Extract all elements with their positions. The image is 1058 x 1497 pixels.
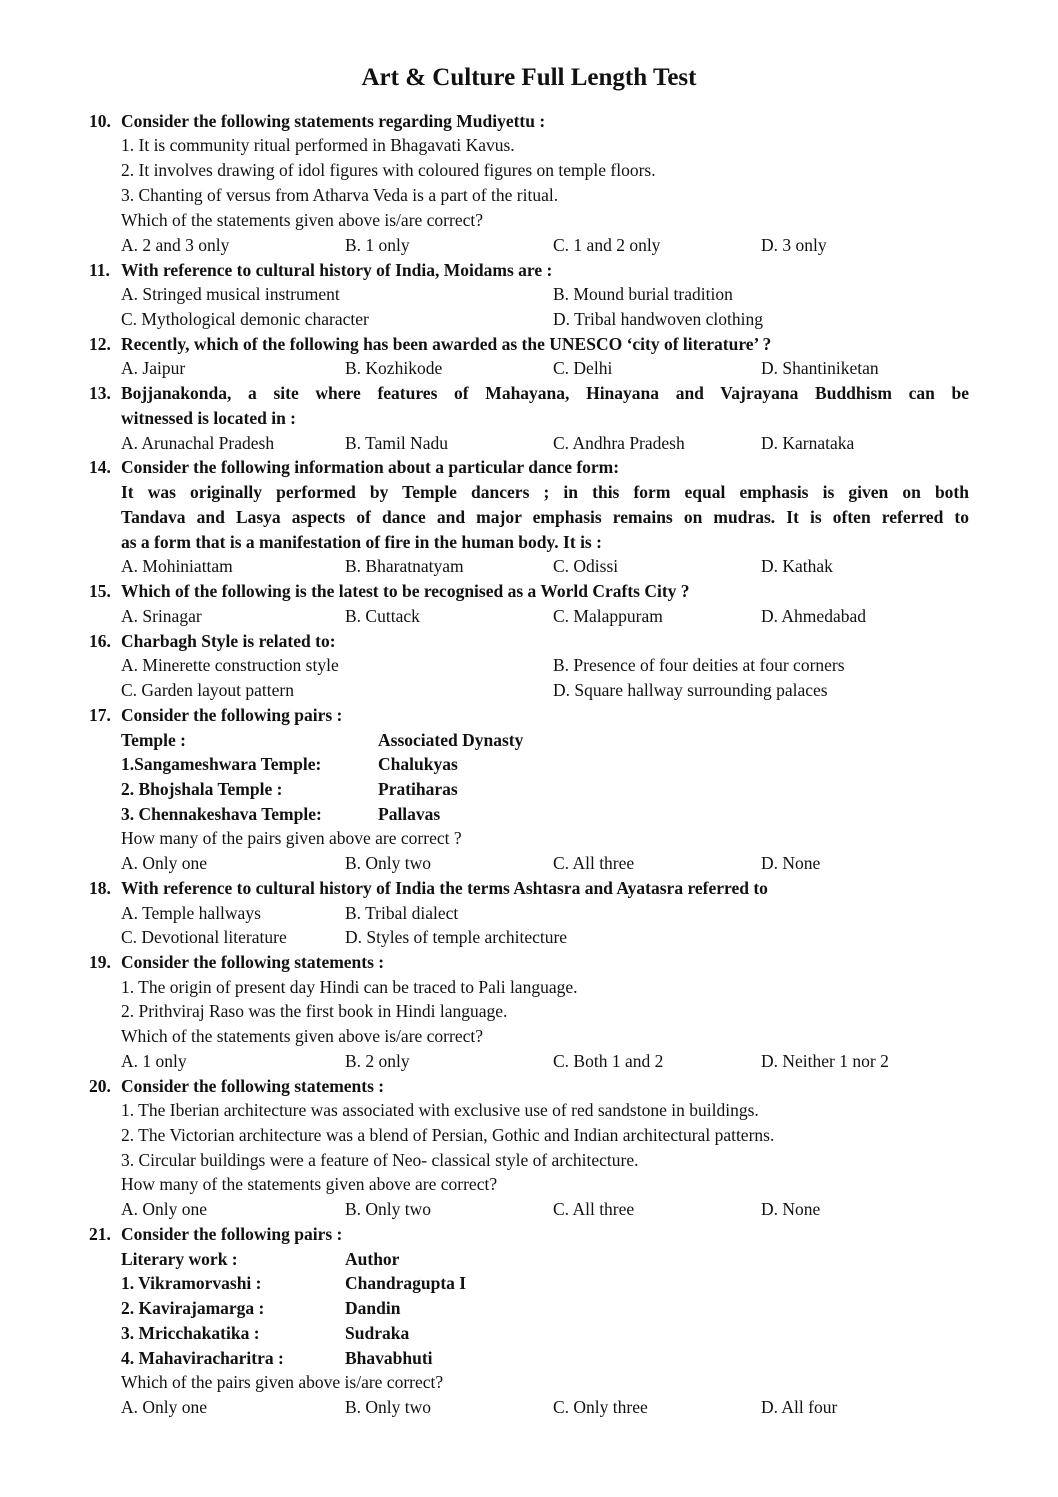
option-a: A. 2 and 3 only: [121, 235, 230, 255]
option-c: C. Delhi: [553, 358, 613, 378]
question-stem: Consider the following statements :: [121, 952, 385, 972]
question-number: 15.: [89, 581, 111, 601]
pair-header-left: Temple :: [121, 730, 186, 750]
description-line: as a form that is a manifestation of fire in the human body. It is :: [121, 532, 602, 552]
description-line: Tandava and Lasya aspects of dance and major emphasis remains on mudras. It is often referred to: [121, 507, 969, 527]
option-b: B. Cuttack: [345, 606, 420, 626]
option-d: D. Ahmedabad: [761, 606, 866, 626]
option-c: C. All three: [553, 853, 635, 873]
description-line: It was originally performed by Temple dancers ; in this form equal emphasis is given on both: [121, 482, 969, 502]
pair-right: Chalukyas: [378, 754, 458, 774]
pair-right: Pratiharas: [378, 779, 458, 799]
option-b: B. Only two: [345, 853, 432, 873]
option-b: B. 1 only: [345, 235, 410, 255]
question-prompt: How many of the pairs given above are correct ?: [121, 828, 462, 848]
option-a: A. Temple hallways: [121, 903, 261, 923]
question-stem: Consider the following information about a particular dance form:: [121, 457, 620, 477]
question-stem: Recently, which of the following has been awarded as the UNESCO ‘city of literature’ ?: [121, 334, 772, 354]
statement: 2. It involves drawing of idol figures with coloured figures on temple floors.: [121, 160, 656, 180]
option-a: A. Srinagar: [121, 606, 202, 626]
option-c: C. Garden layout pattern: [121, 680, 295, 700]
option-d: D. Kathak: [761, 556, 833, 576]
option-b: B. Only two: [345, 1199, 432, 1219]
option-a: A. Mohiniattam: [121, 556, 233, 576]
question-number: 13.: [89, 383, 111, 403]
option-b: B. Mound burial tradition: [553, 284, 733, 304]
pair-header-right: Associated Dynasty: [378, 730, 524, 750]
statement: 1. The origin of present day Hindi can be traced to Pali language.: [121, 977, 578, 997]
option-b: B. Only two: [345, 1397, 432, 1417]
option-b: B. Presence of four deities at four corners: [553, 655, 845, 675]
question-number: 17.: [89, 705, 111, 725]
question-stem: Consider the following statements :: [121, 1076, 385, 1096]
option-c: C. Malappuram: [553, 606, 663, 626]
option-a: A. 1 only: [121, 1051, 187, 1071]
question-number: 18.: [89, 878, 111, 898]
statement: 3. Chanting of versus from Atharva Veda is a part of the ritual.: [121, 185, 559, 205]
option-c: C. Both 1 and 2: [553, 1051, 664, 1071]
option-a: A. Minerette construction style: [121, 655, 339, 675]
pair-left: 1.Sangameshwara Temple:: [121, 754, 322, 774]
question-stem: Consider the following statements regarding Mudiyettu :: [121, 111, 546, 131]
question-prompt: Which of the statements given above is/are correct?: [121, 1026, 483, 1046]
question-stem: Bojjanakonda, a site where features of Mahayana, Hinayana and Vajrayana Buddhism can be: [121, 383, 969, 403]
question-stem: With reference to cultural history of India the terms Ashtasra and Ayatasra referred to: [121, 878, 768, 898]
question-stem: Consider the following pairs :: [121, 705, 343, 725]
option-c: C. Mythological demonic character: [121, 309, 369, 329]
option-d: D. Neither 1 nor 2: [761, 1051, 889, 1071]
question-stem: Which of the following is the latest to be recognised as a World Crafts City ?: [121, 581, 690, 601]
option-a: A. Jaipur: [121, 358, 186, 378]
option-b: B. Kozhikode: [345, 358, 443, 378]
option-b: B. 2 only: [345, 1051, 410, 1071]
statement: 2. Prithviraj Raso was the first book in Hindi language.: [121, 1001, 508, 1021]
pair-left: 2. Bhojshala Temple :: [121, 779, 283, 799]
option-d: D. None: [761, 853, 821, 873]
question-prompt: How many of the statements given above are correct?: [121, 1174, 498, 1194]
statement: 2. The Victorian architecture was a blend of Persian, Gothic and Indian architectural patterns.: [121, 1125, 775, 1145]
pair-right: Dandin: [345, 1298, 401, 1318]
pair-right: Sudraka: [345, 1323, 410, 1343]
option-b: B. Tamil Nadu: [345, 433, 448, 453]
question-number: 19.: [89, 952, 111, 972]
question-number: 12.: [89, 334, 111, 354]
option-c: C. Andhra Pradesh: [553, 433, 685, 453]
question-stem-continued: witnessed is located in :: [121, 408, 296, 428]
question-number: 21.: [89, 1224, 111, 1244]
question-number: 20.: [89, 1076, 111, 1096]
question-stem: Consider the following pairs :: [121, 1224, 343, 1244]
pair-left: 3. Chennakeshava Temple:: [121, 804, 322, 824]
question-number: 10.: [89, 111, 111, 131]
page-title: Art & Culture Full Length Test: [361, 64, 697, 91]
option-c: C. Only three: [553, 1397, 648, 1417]
question-prompt: Which of the statements given above is/are correct?: [121, 210, 483, 230]
question-number: 14.: [89, 457, 111, 477]
statement: 3. Circular buildings were a feature of Neo- classical style of architecture.: [121, 1150, 639, 1170]
option-a: A. Arunachal Pradesh: [121, 433, 275, 453]
option-a: A. Only one: [121, 1397, 208, 1417]
option-d: D. Square hallway surrounding palaces: [553, 680, 828, 700]
statement: 1. The Iberian architecture was associated with exclusive use of red sandstone in buildings.: [121, 1100, 759, 1120]
pair-right: Chandragupta I: [345, 1273, 467, 1293]
option-b: B. Tribal dialect: [345, 903, 459, 923]
option-a: A. Stringed musical instrument: [121, 284, 340, 304]
question-number: 11.: [89, 260, 110, 280]
question-prompt: Which of the pairs given above is/are correct?: [121, 1372, 444, 1392]
pair-header-left: Literary work :: [121, 1249, 238, 1269]
pair-right: Pallavas: [378, 804, 441, 824]
option-a: A. Only one: [121, 1199, 208, 1219]
option-d: D. None: [761, 1199, 821, 1219]
question-stem: With reference to cultural history of India, Moidams are :: [121, 260, 553, 280]
pair-left: 2. Kavirajamarga :: [121, 1298, 265, 1318]
pair-right: Bhavabhuti: [345, 1348, 433, 1368]
option-d: D. Shantiniketan: [761, 358, 879, 378]
question-stem: Charbagh Style is related to:: [121, 631, 336, 651]
option-d: D. 3 only: [761, 235, 827, 255]
option-a: A. Only one: [121, 853, 208, 873]
option-c: C. Odissi: [553, 556, 619, 576]
statement: 1. It is community ritual performed in Bhagavati Kavus.: [121, 135, 515, 155]
option-c: C. Devotional literature: [121, 927, 287, 947]
option-d: D. Styles of temple architecture: [345, 927, 568, 947]
pair-header-right: Author: [345, 1249, 400, 1269]
option-b: B. Bharatnatyam: [345, 556, 464, 576]
pair-left: 4. Mahaviracharitra :: [121, 1348, 284, 1368]
pair-left: 3. Mricchakatika :: [121, 1323, 260, 1343]
option-c: C. All three: [553, 1199, 635, 1219]
option-c: C. 1 and 2 only: [553, 235, 661, 255]
option-d: D. All four: [761, 1397, 838, 1417]
pair-left: 1. Vikramorvashi :: [121, 1273, 262, 1293]
option-d: D. Tribal handwoven clothing: [553, 309, 763, 329]
question-number: 16.: [89, 631, 111, 651]
option-d: D. Karnataka: [761, 433, 855, 453]
